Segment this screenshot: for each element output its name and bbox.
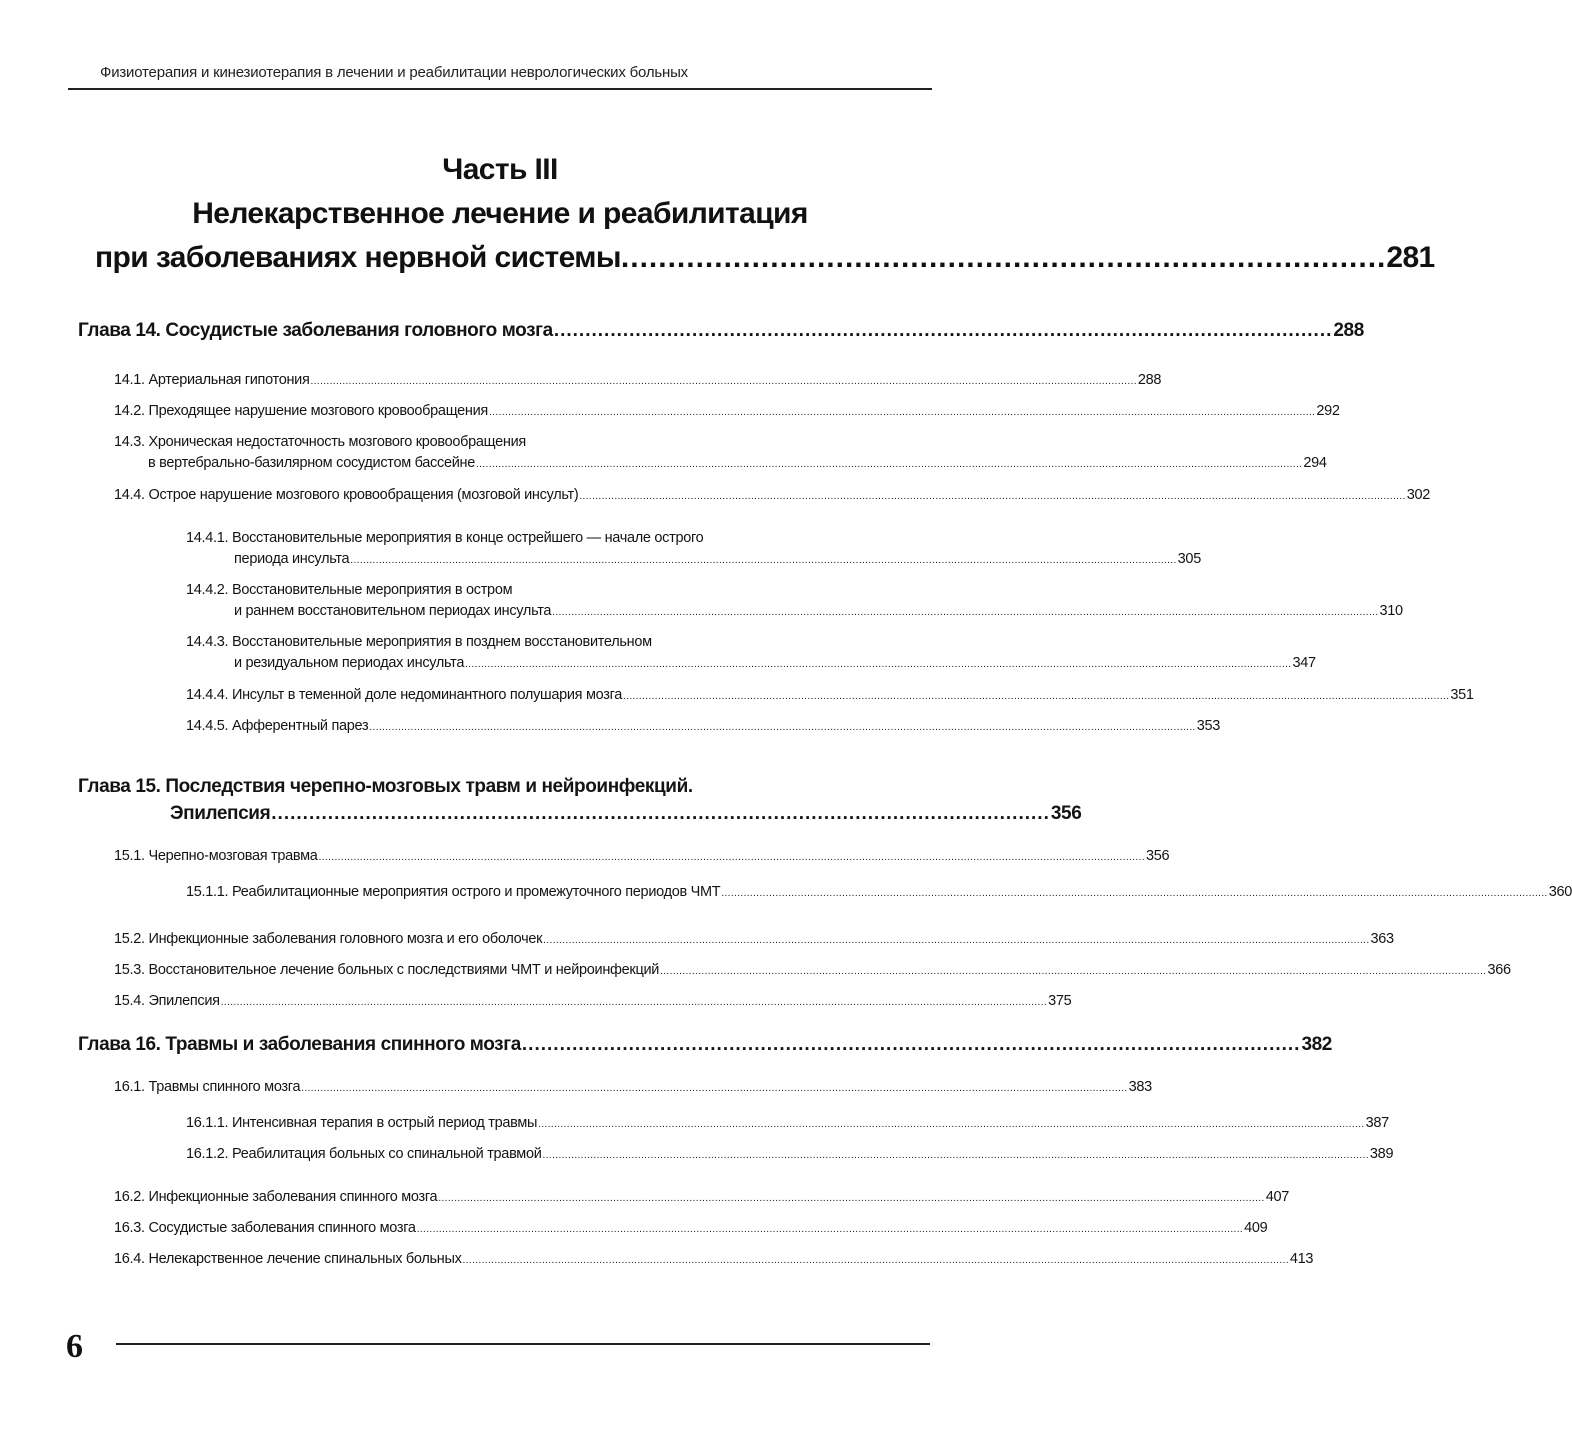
toc-page: 360 bbox=[1548, 884, 1572, 900]
toc-page: 310 bbox=[1379, 603, 1403, 619]
toc-subsection-14-4-1-line1: 14.4.1. Восстановительные мероприятия в конце острейшего — начале острого bbox=[186, 530, 704, 546]
toc-page: 409 bbox=[1244, 1220, 1268, 1236]
toc-label: 16.1.1. Интенсивная терапия в острый период травмы bbox=[186, 1115, 538, 1131]
running-header: Физиотерапия и кинезиотерапия в лечении и реабилитации неврологических больных bbox=[100, 64, 688, 81]
toc-label: 15.1. Черепно-мозговая травма bbox=[114, 848, 318, 864]
toc-chapter-16[interactable] bbox=[78, 1034, 1332, 1056]
toc-section-16-3[interactable] bbox=[114, 1220, 1268, 1236]
part-title-line: Нелекарственное лечение и реабилитация bbox=[192, 197, 808, 230]
toc-section-14-3[interactable] bbox=[148, 455, 1327, 471]
toc-section-14-2[interactable] bbox=[114, 403, 1340, 419]
dot-leader: .................................................................................. bbox=[620, 241, 1387, 274]
toc-page: 382 bbox=[1301, 1034, 1332, 1055]
toc-chapter-15-line1: Глава 15. Последствия черепно-мозговых травм и нейроинфекций. bbox=[78, 776, 693, 797]
toc-page: 413 bbox=[1289, 1251, 1314, 1267]
toc-section-14-1[interactable] bbox=[114, 372, 1162, 388]
toc-page: 363 bbox=[1370, 931, 1394, 947]
toc-section-14-3-line1: 14.3. Хроническая недостаточность мозгового кровообращения bbox=[114, 434, 526, 450]
toc-label: 16.2. Инфекционные заболевания спинного мозга bbox=[114, 1189, 438, 1205]
toc-label: 16.3. Сосудистые заболевания спинного мозга bbox=[114, 1220, 416, 1236]
toc-subsection-14-4-5[interactable] bbox=[186, 718, 1221, 734]
toc-section-16-4[interactable] bbox=[114, 1251, 1314, 1267]
toc-subsection-16-1-1[interactable] bbox=[186, 1115, 1389, 1131]
dot-leader: .................................................................................................................................................................................................................................................................... bbox=[552, 607, 1379, 618]
toc-section-15-2[interactable] bbox=[114, 931, 1394, 947]
toc-subsection-14-4-2-line1: 14.4.2. Восстановительные мероприятия в остром bbox=[186, 582, 513, 598]
dot-leader: .................................................................................................................................................................................................................................................................... bbox=[543, 935, 1370, 946]
dot-leader: .................................................................................................................................................................................................................................................................... bbox=[721, 888, 1548, 899]
toc-subsection-14-4-3[interactable] bbox=[234, 655, 1316, 671]
toc-page: 288 bbox=[1333, 320, 1364, 341]
toc-chapter-14[interactable] bbox=[78, 320, 1364, 342]
toc-page: 366 bbox=[1487, 962, 1511, 978]
dot-leader: .................................................................................................................................................................................................................................................................... bbox=[542, 1150, 1369, 1161]
toc-label: 16.4. Нелекарственное лечение спинальных больных bbox=[114, 1251, 462, 1267]
dot-leader: .................................................................................................................................................................................................................................................................... bbox=[350, 555, 1177, 566]
toc-page: 389 bbox=[1369, 1146, 1394, 1162]
dot-leader: .................................................................................................................................................................................................................................................................... bbox=[476, 459, 1303, 470]
dot-leader: .................................................................................................................................................................................................................................................................... bbox=[438, 1193, 1265, 1204]
page-number: 6 bbox=[66, 1328, 83, 1365]
dot-leader: .................................................................................................................................................................................................................................................................... bbox=[579, 491, 1406, 502]
toc-section-14-4[interactable] bbox=[114, 487, 1431, 503]
toc-label: и раннем восстановительном периодах инсульта bbox=[234, 603, 552, 619]
toc-label: 16.1. Травмы спинного мозга bbox=[114, 1079, 301, 1095]
dot-leader: .................................................................................................................................................................................................................................................................... bbox=[220, 997, 1048, 1008]
toc-chapter-15[interactable] bbox=[170, 803, 1082, 825]
dot-leader: ............................................................................................................................ bbox=[553, 320, 1333, 341]
toc-page: 383 bbox=[1128, 1079, 1152, 1095]
part-title-line: при заболеваниях нервной системы bbox=[95, 241, 621, 274]
part-page-number: 281 bbox=[1386, 241, 1435, 274]
toc-label: 14.4. Острое нарушение мозгового кровообращения (мозговой инсульт) bbox=[114, 487, 579, 503]
toc-page: 351 bbox=[1450, 687, 1474, 703]
toc-subsection-15-1-1[interactable] bbox=[186, 884, 1572, 900]
toc-page: 375 bbox=[1048, 993, 1072, 1009]
dot-leader: ............................................................................................................................ bbox=[521, 1034, 1301, 1055]
toc-section-16-2[interactable] bbox=[114, 1189, 1289, 1205]
footer-rule bbox=[116, 1343, 930, 1345]
dot-leader: .................................................................................................................................................................................................................................................................... bbox=[310, 376, 1137, 387]
toc-label: 14.2. Преходящее нарушение мозгового кровообращения bbox=[114, 403, 488, 419]
toc-page: 288 bbox=[1137, 372, 1162, 388]
toc-label: 15.2. Инфекционные заболевания головного мозга и его оболочек bbox=[114, 931, 543, 947]
toc-label: Глава 16. Травмы и заболевания спинного мозга bbox=[78, 1034, 521, 1055]
dot-leader: .................................................................................................................................................................................................................................................................... bbox=[623, 691, 1450, 702]
dot-leader: .................................................................................................................................................................................................................................................................... bbox=[538, 1119, 1365, 1130]
toc-subsection-14-4-4[interactable] bbox=[186, 687, 1474, 703]
toc-page: 407 bbox=[1265, 1189, 1289, 1205]
dot-leader: .................................................................................................................................................................................................................................................................... bbox=[489, 407, 1316, 418]
dot-leader: .................................................................................................................................................................................................................................................................... bbox=[301, 1083, 1128, 1094]
toc-label: 15.4. Эпилепсия bbox=[114, 993, 220, 1009]
toc-page: 356 bbox=[1145, 848, 1170, 864]
dot-leader: ............................................................................................................................ bbox=[271, 803, 1050, 824]
toc-label: в вертебрально-базилярном сосудистом бассейне bbox=[148, 455, 475, 471]
dot-leader: .................................................................................................................................................................................................................................................................... bbox=[369, 722, 1196, 733]
toc-page: 294 bbox=[1303, 455, 1327, 471]
toc-label: 15.3. Восстановительное лечение больных с последствиями ЧМТ и нейроинфекций bbox=[114, 962, 660, 978]
toc-subsection-14-4-1[interactable] bbox=[234, 551, 1201, 567]
toc-label: и резидуальном периодах инсульта bbox=[234, 655, 465, 671]
toc-label: 14.4.5. Афферентный парез bbox=[186, 718, 369, 734]
toc-label: периода инсульта bbox=[234, 551, 350, 567]
toc-subsection-16-1-2[interactable] bbox=[186, 1146, 1394, 1162]
toc-label: Глава 14. Сосудистые заболевания головного мозга bbox=[78, 320, 553, 341]
dot-leader: .................................................................................................................................................................................................................................................................... bbox=[462, 1255, 1289, 1266]
toc-page: 305 bbox=[1177, 551, 1201, 567]
toc-subsection-14-4-3-line1: 14.4.3. Восстановительные мероприятия в позднем восстановительном bbox=[186, 634, 652, 650]
toc-page: 387 bbox=[1365, 1115, 1389, 1131]
toc-subsection-14-4-2[interactable] bbox=[234, 603, 1403, 619]
toc-label: 14.4.4. Инсульт в теменной доле недоминантного полушария мозга bbox=[186, 687, 623, 703]
toc-label: 15.1.1. Реабилитационные мероприятия острого и промежуточного периодов ЧМТ bbox=[186, 884, 721, 900]
toc-label: 14.1. Артериальная гипотония bbox=[114, 372, 310, 388]
dot-leader: .................................................................................................................................................................................................................................................................... bbox=[465, 659, 1292, 670]
dot-leader: .................................................................................................................................................................................................................................................................... bbox=[416, 1224, 1244, 1235]
toc-section-16-1[interactable] bbox=[114, 1079, 1152, 1095]
toc-page: 292 bbox=[1316, 403, 1340, 419]
toc-label: Эпилепсия bbox=[170, 803, 271, 824]
toc-page: 356 bbox=[1050, 803, 1082, 824]
part-number: Часть III bbox=[442, 153, 558, 186]
toc-page: 347 bbox=[1292, 655, 1316, 671]
toc-page: 353 bbox=[1196, 718, 1221, 734]
dot-leader: .................................................................................................................................................................................................................................................................... bbox=[318, 852, 1145, 863]
toc-section-15-3[interactable] bbox=[114, 962, 1511, 978]
dot-leader: .................................................................................................................................................................................................................................................................... bbox=[660, 966, 1487, 977]
toc-section-15-1[interactable] bbox=[114, 848, 1170, 864]
toc-page: 302 bbox=[1406, 487, 1431, 503]
toc-section-15-4[interactable] bbox=[114, 993, 1072, 1009]
toc-label: 16.1.2. Реабилитация больных со спинальной травмой bbox=[186, 1146, 542, 1162]
